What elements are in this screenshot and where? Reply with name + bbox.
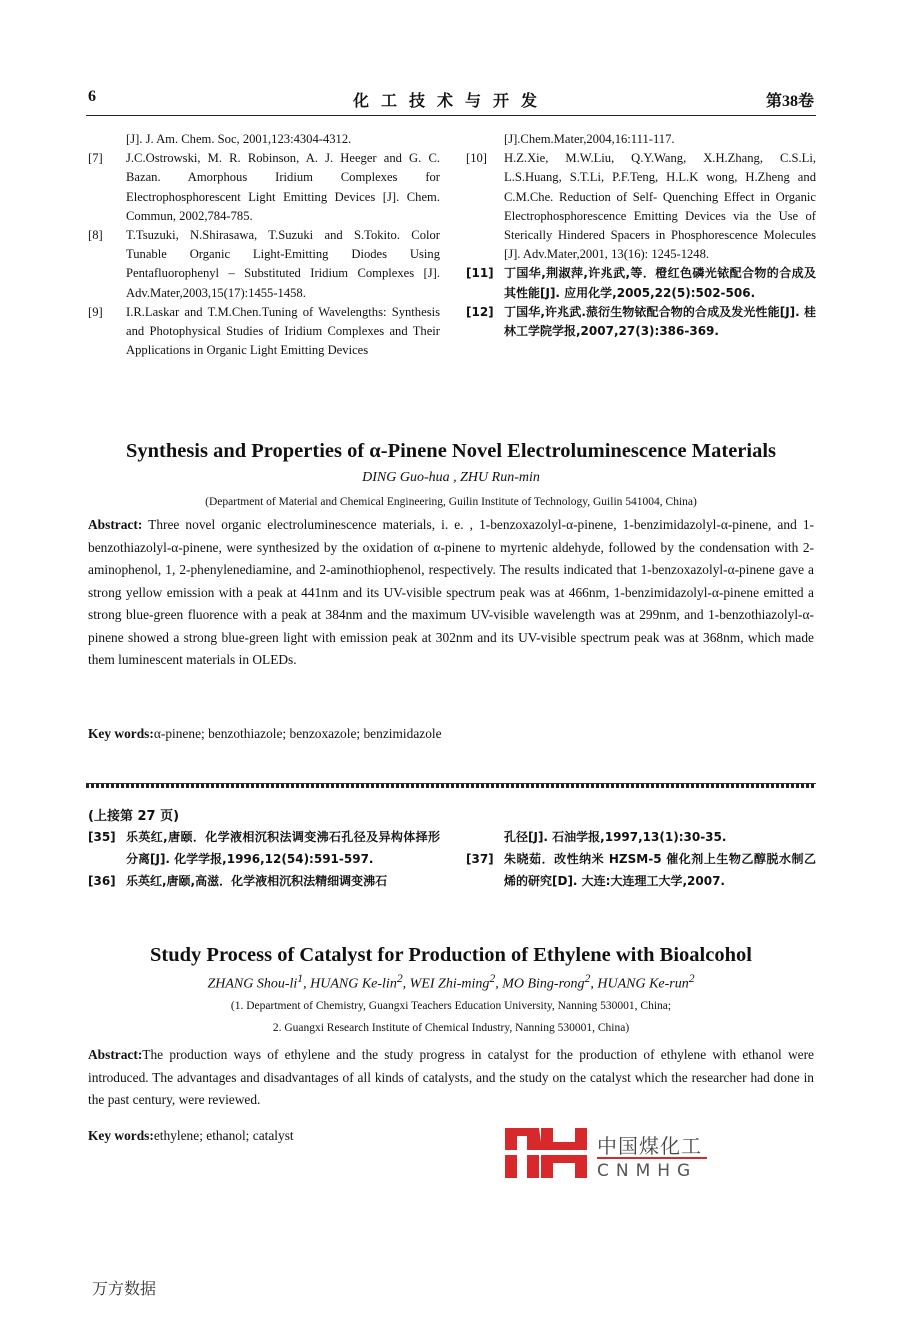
article1-affiliation: (Department of Material and Chemical Engineering, Guilin Institute of Technology, Guilin 541004, China) (205, 496, 697, 508)
reference-text: T.Tsuzuki, N.Shirasawa, T.Suzuki and S.Tokito. Color Tunable Organic Light-Emitting Diodes Using Pentafluorophenyl – Substituted Iridium Complexes [J]. Adv.Mater,2003,15(17):1455-1458. (126, 228, 440, 300)
logo-name-cn: 中国煤化工 (597, 1134, 702, 1158)
continued-note: (上接第 27 页) (88, 809, 180, 824)
logo-underline (597, 1157, 707, 1159)
reference-text: 丁国华,许兆武.蒎衍生物铱配合物的合成及发光性能[J]. 桂林工学院学报,2007,27(3):386-369. (504, 304, 816, 339)
abstract-label: Abstract: (88, 517, 143, 532)
reference-number: [8] (88, 228, 103, 243)
running-header (88, 88, 814, 110)
article2-affiliation-2: 2. Guangxi Research Institute of Chemical Industry, Nanning 530001, China) (272, 1022, 630, 1034)
reference-item (466, 848, 816, 892)
reference-number: [10] (466, 151, 487, 166)
volume-label: 第38卷 (765, 93, 814, 110)
abstract-text: Three novel organic electroluminescence materials, i. e. , 1-benzoxazolyl-α-pinene, 1-benzimidazolyl-α-pinene, and 1-benzothiazolyl-α-pinene, were synthesized by the oxidation of α-pinene to myrtenic aldehyde, followed by the condensation with 2-aminophenol, 1, 2-phenylenediamine, and 2-aminothiophenol, respectively. The results indicated that 1-benzoxazolyl-α-pinene gave a strong yellow emission with a peak at 441nm and its UV-visible spectrum peak was at 466nm, 1-benzimidazolyl-α-pinene emitted a strong blue-green fluorence with a peak at 384nm and the maximum UV-visible wavelength was at 299nm, and 1-benzothiazolyl-α-pinene showed a strong blue-green light with emission peak at 302nm and its UV-visible spectrum peak was at 368nm, which made them luminescent materials in OLEDs. (88, 517, 814, 667)
reference-item (88, 149, 440, 226)
reference-item: [J].Chem.Mater,2004,16:111-117. (504, 132, 675, 146)
reference-item (88, 826, 440, 870)
references-mid-right (466, 826, 816, 892)
article1-authors: DING Guo-hua , ZHU Run-min (362, 470, 540, 485)
reference-item (466, 264, 816, 302)
reference-number: [37] (466, 852, 494, 866)
header-rule (86, 115, 816, 116)
article2-abstract (88, 1044, 814, 1112)
abstract-text: The production ways of ethylene and the study progress in catalyst for the production of ethylene with ethanol were introduced. The advantages and disadvantages of all kinds of catalysts, and the study on the catalyst which the researcher had done in the past century, were reviewed. (88, 1047, 814, 1107)
article2-affiliation-1: (1. Department of Chemistry, Guangxi Teachers Education University, Nanning 530001, China; (230, 1000, 672, 1012)
reference-item: [J]. J. Am. Chem. Soc, 2001,123:4304-4312. (126, 132, 352, 146)
page-number: 6 (88, 88, 96, 105)
reference-number: [7] (88, 151, 103, 166)
reference-text: J.C.Ostrowski, M. R. Robinson, A. J. Heeger and G. C. Bazan. Amorphous Iridium Complexes for Electrophosphorescent Light Emitting Devices [J]. Chem. Commun, 2002,784-785. (126, 151, 440, 223)
mh-logo-icon (505, 1128, 587, 1178)
reference-item: 孔径[J]. 石油学报,1997,13(1):30-35. (504, 830, 727, 844)
logo-name-en: CNMHG (597, 1161, 698, 1181)
keywords-text: ethylene; ethanol; catalyst (153, 1128, 294, 1143)
reference-item (88, 870, 440, 892)
references-left-column (88, 130, 440, 360)
keywords-text: α-pinene; benzothiazole; benzoxazole; benzimidazole (153, 726, 442, 741)
references-right-column (466, 130, 816, 341)
reference-text: 朱晓茹．改性纳米 HZSM-5 催化剂上生物乙醇脱水制乙烯的研究[D]. 大连:大连理工大学,2007. (504, 852, 816, 888)
keywords-label: Key words: (88, 1128, 154, 1143)
footer-watermark: 万方数据 (92, 1279, 157, 1298)
article2-title: Study Process of Catalyst for Production of Ethylene with Bioalcohol (150, 944, 752, 966)
reference-item (88, 226, 440, 303)
article1-keywords (88, 726, 814, 742)
article1-abstract (88, 514, 814, 672)
article2-authors: ZHANG Shou-$li^1$, HUANG Ke-lin$^2$, WEI Zhi-ming$^2$, MO Bing-rong$^2$, HUANG Ke-run$^2$ (207, 972, 695, 992)
cnmhg-logo (505, 1128, 715, 1183)
reference-number: [9] (88, 304, 103, 319)
journal-title: 化工技术与开发 (352, 93, 549, 110)
references-mid-left (88, 826, 440, 892)
reference-item (88, 303, 440, 361)
reference-text: I.R.Laskar and T.M.Chen.Tuning of Wavelengths: Synthesis and Photophysical Studies of Iridium Complexes and Their Applications in Organic Light Emitting Devices (126, 304, 440, 358)
reference-text: H.Z.Xie, M.W.Liu, Q.Y.Wang, X.H.Zhang, C.S.Li, L.S.Huang, S.T.Li, P.F.Teng, H.L.K wong, H.Zheng and C.M.Che. Reduction of Self- Quenching Effect in Organic Electrophosphorescence Emitting Devices via the Use of Sterically Hindered Spacers in Phosphorescence Molecules [J]. Adv.Mater,2001, 13(16): 1245-1248. (504, 151, 816, 262)
reference-item (466, 149, 816, 264)
reference-number: [35] (88, 830, 116, 844)
abstract-label: Abstract: (88, 1047, 143, 1062)
reference-item (466, 303, 816, 341)
reference-number: [11] (466, 266, 494, 281)
reference-text: 乐英红,唐颐．化学液相沉积法调变沸石孔径及异构体择形分离[J]. 化学学报,1996,12(54):591-597. (126, 830, 440, 866)
reference-text: 乐英红,唐颐,高滋．化学液相沉积法精细调变沸石 (126, 874, 388, 888)
section-divider (86, 783, 816, 788)
keywords-label: Key words: (88, 726, 154, 741)
reference-number: [12] (466, 304, 494, 319)
reference-number: [36] (88, 874, 116, 888)
reference-text: 丁国华,荆淑萍,许兆武,等．橙红色磷光铱配合物的合成及其性能[J]. 应用化学,2005,22(5):502-506. (504, 266, 816, 300)
article1-title: Synthesis and Properties of α-Pinene Novel Electroluminescence Materials (125, 440, 777, 462)
